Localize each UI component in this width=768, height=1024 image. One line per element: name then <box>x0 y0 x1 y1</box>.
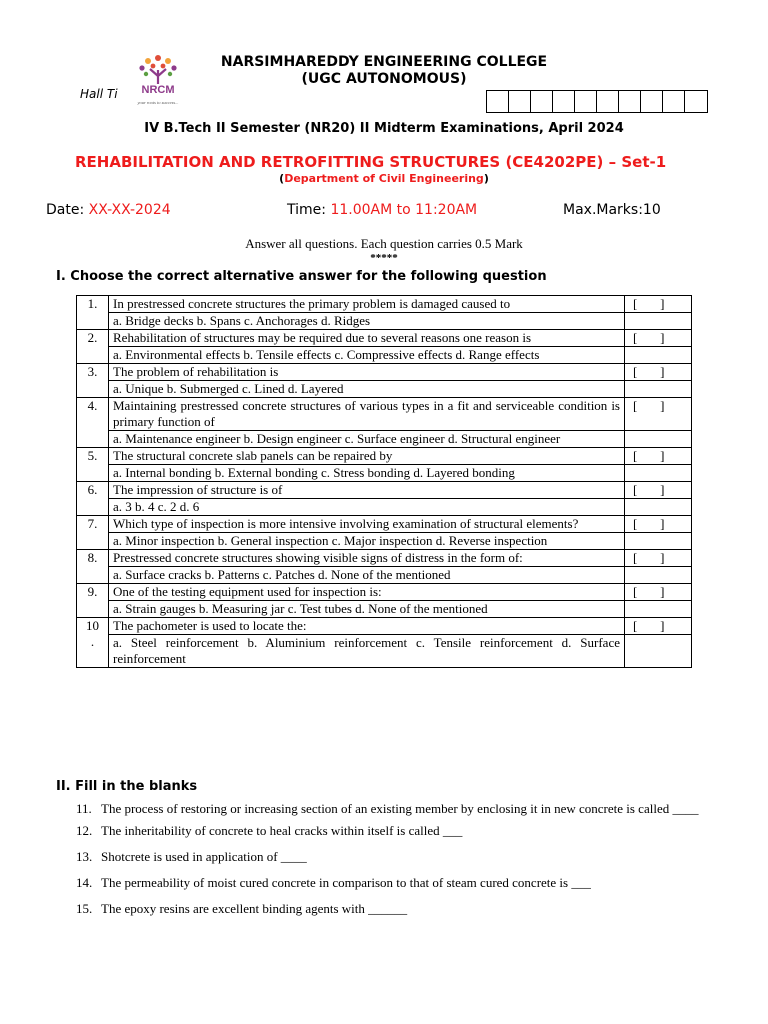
options-row <box>77 313 692 330</box>
max-marks: Max.Marks:10 <box>563 202 661 218</box>
answer-spacer <box>625 601 692 618</box>
question-row <box>77 448 692 465</box>
fill-blanks-list <box>76 797 719 927</box>
logo-tagline: your roots to success... <box>137 100 179 105</box>
question-number: 8. <box>77 550 109 584</box>
question-row <box>77 482 692 499</box>
question-number: 5. <box>77 448 109 482</box>
answer-bracket[interactable]: [ ] <box>625 584 692 601</box>
options-row <box>77 347 692 364</box>
question-number: 6. <box>77 482 109 516</box>
question-text: In prestressed concrete structures the primary problem is damaged caused to <box>109 296 625 313</box>
answer-spacer <box>625 533 692 550</box>
question-text: Rehabilitation of structures may be required due to several reasons one reason is <box>109 330 625 347</box>
question-text: The problem of rehabilitation is <box>109 364 625 381</box>
question-options: a. Strain gauges b. Measuring jar c. Test tubes d. None of the mentioned <box>109 601 625 618</box>
fill-blank-text: Shotcrete is used in application of ____ <box>101 849 307 864</box>
answer-bracket[interactable]: [ ] <box>625 448 692 465</box>
answer-spacer <box>625 499 692 516</box>
question-text: The pachometer is used to locate the: <box>109 618 625 635</box>
question-row <box>77 516 692 533</box>
question-number: 4. <box>77 398 109 448</box>
question-options: a. Environmental effects b. Tensile effects c. Compressive effects d. Range effects <box>109 347 625 364</box>
fill-blank-text: The epoxy resins are excellent binding agents with ______ <box>101 901 408 916</box>
question-number: 10 . <box>77 618 109 668</box>
options-row <box>77 601 692 618</box>
fill-blank-item <box>76 797 719 821</box>
question-options: a. Unique b. Submerged c. Lined d. Layered <box>109 381 625 398</box>
question-options: a. 3 b. 4 c. 2 d. 6 <box>109 499 625 516</box>
answer-bracket[interactable]: [ ] <box>625 618 692 635</box>
question-options: a. Maintenance engineer b. Design engineer c. Surface engineer d. Structural engineer <box>109 431 625 448</box>
question-number: 7. <box>77 516 109 550</box>
section1-heading: I. Choose the correct alternative answer for the following question <box>56 269 547 284</box>
answer-spacer <box>625 313 692 330</box>
date-label: Date: <box>46 202 89 218</box>
fill-blank-item <box>76 875 719 891</box>
hall-ticket-digit-box[interactable] <box>597 91 619 112</box>
answer-spacer <box>625 465 692 482</box>
question-number: 9. <box>77 584 109 618</box>
date-value: XX-XX-2024 <box>88 202 171 218</box>
time-label: Time: <box>287 202 331 218</box>
exam-date <box>46 202 171 218</box>
question-text: Prestressed concrete structures showing visible signs of distress in the form of: <box>109 550 625 567</box>
options-row <box>77 635 692 668</box>
answer-spacer <box>625 567 692 584</box>
college-autonomous: (UGC AUTONOMOUS) <box>301 71 467 87</box>
department-open-paren: ( <box>279 172 285 185</box>
department-close-paren: ) <box>483 172 489 185</box>
question-number: 2. <box>77 330 109 364</box>
question-row <box>77 364 692 381</box>
question-text: The impression of structure is of <box>109 482 625 499</box>
answer-bracket[interactable]: [ ] <box>625 296 692 313</box>
hall-ticket-boxes[interactable] <box>486 90 708 113</box>
question-options: a. Minor inspection b. General inspection c. Major inspection d. Reverse inspection <box>109 533 625 550</box>
options-row <box>77 381 692 398</box>
fill-blank-number: 13. <box>76 849 93 864</box>
mcq-table <box>76 295 692 668</box>
fill-blank-item <box>76 849 719 865</box>
answer-bracket[interactable]: [ ] <box>625 482 692 499</box>
hall-ticket-label: Hall Ti <box>80 87 118 101</box>
hall-ticket-digit-box[interactable] <box>487 91 509 112</box>
fill-blank-text: The process of restoring or increasing section of an existing member by enclosing it in new concrete is called ____ <box>101 801 699 816</box>
fill-blank-item <box>76 823 719 839</box>
time-value: 11.00AM to 11:20AM <box>330 202 478 218</box>
options-row <box>77 567 692 584</box>
college-name: NARSIMHAREDDY ENGINEERING COLLEGE <box>220 54 548 70</box>
answer-spacer <box>625 381 692 398</box>
answer-bracket[interactable]: [ ] <box>625 550 692 567</box>
hall-ticket-digit-box[interactable] <box>531 91 553 112</box>
answer-spacer <box>625 347 692 364</box>
question-options: a. Surface cracks b. Patterns c. Patches d. None of the mentioned <box>109 567 625 584</box>
answer-spacer <box>625 431 692 448</box>
question-number: 3. <box>77 364 109 398</box>
question-options: a. Steel reinforcement b. Aluminium reinforcement c. Tensile reinforcement d. Surface reinforcement <box>109 635 625 668</box>
hall-ticket-digit-box[interactable] <box>641 91 663 112</box>
question-row <box>77 550 692 567</box>
fill-blank-text: The permeability of moist cured concrete in comparison to that of steam cured concrete is ___ <box>101 875 591 890</box>
question-text: Maintaining prestressed concrete structures of various types in a fit and serviceable condition is primary function of <box>109 398 625 431</box>
hall-ticket-digit-box[interactable] <box>619 91 641 112</box>
question-text: Which type of inspection is more intensive involving examination of structural elements? <box>109 516 625 533</box>
department-name: Department of Civil Engineering <box>284 172 484 185</box>
fill-blank-number: 11. <box>76 801 92 816</box>
subject-title: REHABILITATION AND RETROFITTING STRUCTURES (CE4202PE) – Set-1 <box>75 153 667 171</box>
question-number: 1. <box>77 296 109 330</box>
question-row <box>77 398 692 431</box>
logo-text: NRCM <box>141 84 175 96</box>
answer-bracket[interactable]: [ ] <box>625 398 692 431</box>
options-row <box>77 499 692 516</box>
answer-bracket[interactable]: [ ] <box>625 364 692 381</box>
exam-time <box>287 202 477 218</box>
hall-ticket-digit-box[interactable] <box>553 91 575 112</box>
options-row <box>77 465 692 482</box>
fill-blank-number: 14. <box>76 875 93 890</box>
fill-blank-text: The inheritability of concrete to heal cracks within itself is called ___ <box>101 823 463 838</box>
question-options: a. Internal bonding b. External bonding c. Stress bonding d. Layered bonding <box>109 465 625 482</box>
answer-bracket[interactable]: [ ] <box>625 330 692 347</box>
hall-ticket-digit-box[interactable] <box>685 91 707 112</box>
options-row <box>77 533 692 550</box>
exam-title: IV B.Tech II Semester (NR20) II Midterm Examinations, April 2024 <box>144 121 624 136</box>
options-row <box>77 431 692 448</box>
answer-spacer <box>625 635 692 668</box>
question-row <box>77 584 692 601</box>
fill-blank-item <box>76 901 719 917</box>
fill-blank-number: 12. <box>76 823 93 838</box>
question-text: The structural concrete slab panels can be repaired by <box>109 448 625 465</box>
hall-ticket-digit-box[interactable] <box>509 91 531 112</box>
answer-bracket[interactable]: [ ] <box>625 516 692 533</box>
hall-ticket-digit-box[interactable] <box>575 91 597 112</box>
separator-stars: ***** <box>370 252 398 264</box>
instructions: Answer all questions. Each question carries 0.5 Mark <box>245 236 523 251</box>
hall-ticket-digit-box[interactable] <box>663 91 685 112</box>
question-row <box>77 618 692 635</box>
question-row <box>77 330 692 347</box>
question-options: a. Bridge decks b. Spans c. Anchorages d. Ridges <box>109 313 625 330</box>
department-line <box>0 172 768 185</box>
fill-blank-number: 15. <box>76 901 93 916</box>
question-text: One of the testing equipment used for inspection is: <box>109 584 625 601</box>
section2-heading: II. Fill in the blanks <box>56 779 198 794</box>
question-row <box>77 296 692 313</box>
